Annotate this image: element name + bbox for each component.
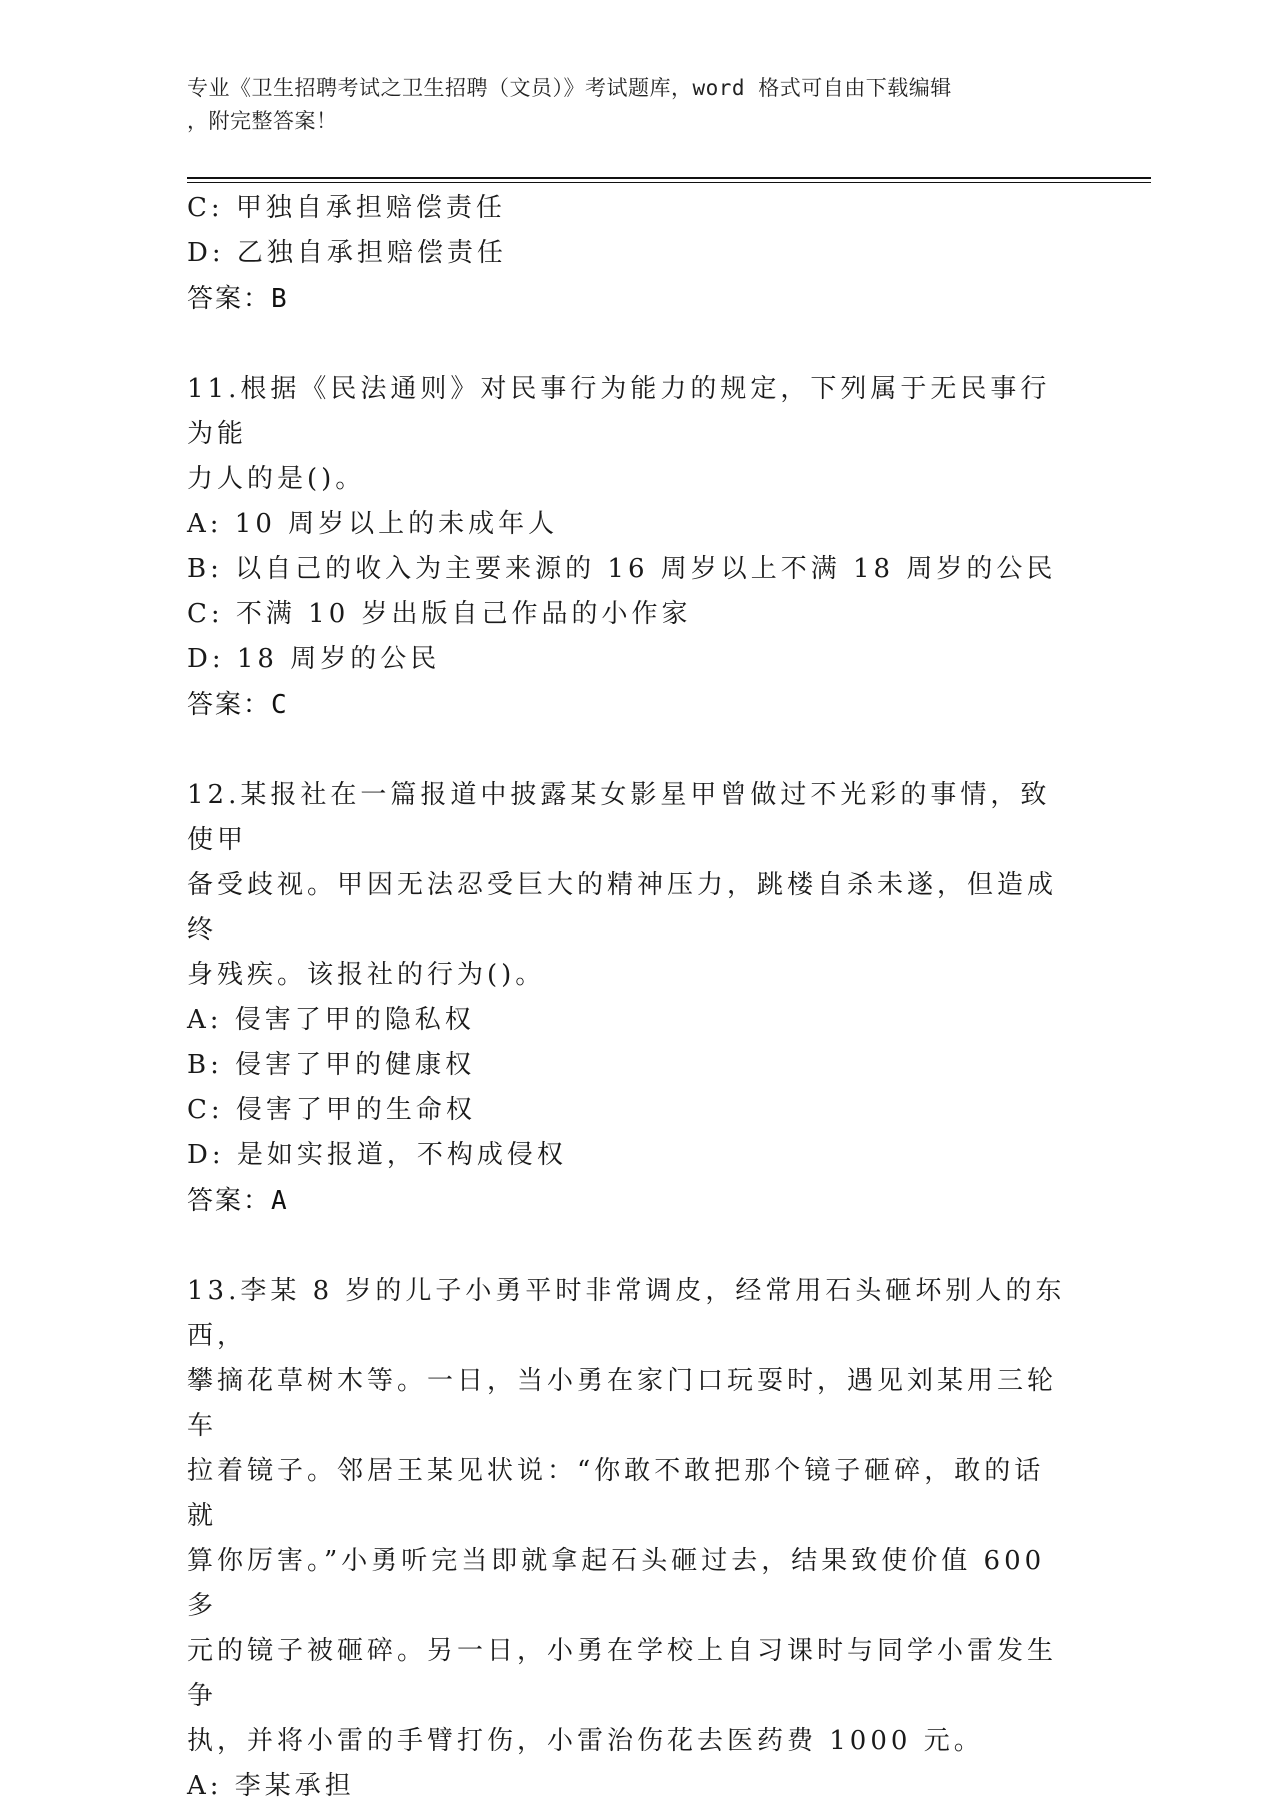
- stem-line: 力人的是()。: [187, 464, 366, 494]
- stem-line: 11.根据《民法通则》对民事行为能力的规定，下列属于无民事行为能: [187, 374, 1051, 449]
- stem-line: 执，并将小雷的手臂打伤，小雷治伤花去医药费 1000 元。: [187, 1726, 984, 1756]
- spacer: [187, 728, 1087, 773]
- option-a: A: 10 周岁以上的未成年人: [187, 509, 559, 539]
- stem-line: 12.某报社在一篇报道中披露某女影星甲曾做过不光彩的事情，致使甲: [187, 780, 1051, 855]
- stem-line: 元的镜子被砸碎。另一日，小勇在学校上自习课时与同学小雷发生争: [187, 1636, 1058, 1711]
- document-header: [187, 72, 1067, 138]
- question-11: [187, 367, 1087, 728]
- question-content: [187, 186, 1087, 1809]
- option-d: D: 18 周岁的公民: [187, 644, 441, 674]
- question-13: [187, 1269, 1087, 1809]
- answer-label: 答案：: [187, 1186, 272, 1216]
- header-line-2: ，附完整答案！: [187, 109, 338, 133]
- option-a: A: 侵害了甲的隐私权: [187, 1005, 475, 1035]
- header-line-1: 专业《卫生招聘考试之卫生招聘（文员）》考试题库，word 格式可自由下载编辑: [187, 76, 952, 100]
- header-rule-thin: [187, 182, 1151, 183]
- option-c: C: 侵害了甲的生命权: [187, 1095, 476, 1125]
- answer-label: 答案：: [187, 690, 272, 720]
- question-stem: [187, 1269, 1067, 1764]
- stem-line: 算你厉害。”小勇听完当即就拿起石头砸过去，结果致使价值 600 多: [187, 1546, 1046, 1621]
- prev-question: [187, 186, 1087, 322]
- spacer: [187, 322, 1087, 367]
- option-c: C: 不满 10 岁出版自己作品的小作家: [187, 599, 692, 629]
- stem-line: 备受歧视。甲因无法忍受巨大的精神压力，跳楼自杀未遂，但造成终: [187, 870, 1058, 945]
- answer-label: 答案：: [187, 284, 272, 314]
- stem-line: 身残疾。该报社的行为()。: [187, 960, 546, 990]
- answer-value: C: [271, 690, 289, 720]
- header-rule-thick: [187, 177, 1151, 179]
- option-c: C: 甲独自承担赔偿责任: [187, 193, 506, 223]
- question-12: [187, 773, 1087, 1224]
- question-stem: [187, 773, 1067, 998]
- stem-line: 拉着镜子。邻居王某见状说：“你敢不敢把那个镜子砸碎，敢的话就: [187, 1456, 1045, 1531]
- answer-line: [187, 682, 1087, 728]
- option-d: D: 是如实报道，不构成侵权: [187, 1140, 567, 1170]
- option-b: B: 以自己的收入为主要来源的 16 周岁以上不满 18 周岁的公民: [187, 554, 1057, 584]
- answer-line: [187, 1178, 1087, 1224]
- stem-line: 13.李某 8 岁的儿子小勇平时非常调皮，经常用石头砸坏别人的东西，: [187, 1276, 1066, 1351]
- answer-value: A: [271, 1186, 289, 1216]
- answer-line: [187, 276, 1087, 322]
- option-d: D: 乙独自承担赔偿责任: [187, 238, 507, 268]
- option-a: A: 李某承担: [187, 1771, 355, 1801]
- question-stem: [187, 367, 1067, 502]
- spacer: [187, 1224, 1087, 1269]
- stem-line: 攀摘花草树木等。一日，当小勇在家门口玩耍时，遇见刘某用三轮车: [187, 1366, 1058, 1441]
- option-b: B: 侵害了甲的健康权: [187, 1050, 476, 1080]
- answer-value: B: [271, 284, 289, 314]
